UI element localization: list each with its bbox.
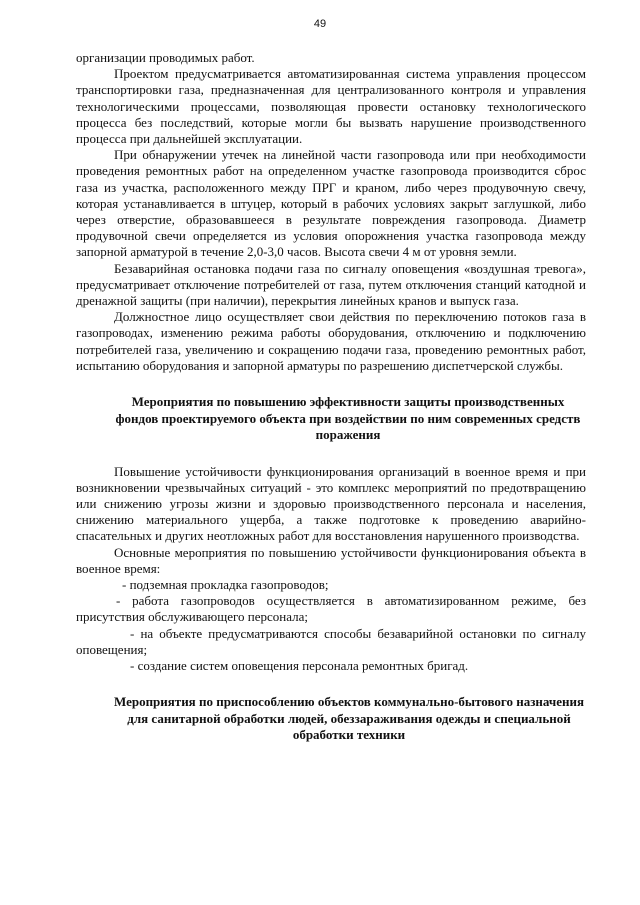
paragraph-stability: Повышение устойчивости функционирования организаций в военное время и при возникновении чрезвычайных ситуаций - это комплекс мероприятий по предотвращению или снижению угрозы жизни и здоровью производственного персонала и населения, снижению материального ущерба, а также подготовке к проведению аварийно-спасательных и других неотложных работ для восстановления нарушенного производства.: [76, 463, 586, 544]
paragraph-main-measures: Основные мероприятия по повышению устойчивости функционирования объекта в военное время:: [76, 544, 586, 576]
list-item: - на объекте предусматриваются способы безаварийной остановки по сигналу оповещения;: [76, 625, 586, 657]
paragraph-emergency-stop: Безаварийная остановка подачи газа по сигналу оповещения «воздушная тревога», предусматривает отключение потребителей от газа, путем отключения станций катодной и дренажной защиты (при наличии), перекрытия линейных кранов и выпуск газа.: [76, 260, 586, 309]
section-heading-sanitation: Мероприятия по приспособлению объектов коммунально-бытового назначения для санитарной обработки людей, обеззараживания одежды и специальной обработки техники: [113, 694, 585, 743]
paragraph-automation-system: Проектом предусматривается автоматизированная система управления процессом транспортировки газа, предназначенная для централизованного контроля и управления технологическими процессами, позволяющая провести остановку технологического процесса без последствий, которые могли бы вызвать нарушение производственного процесса при дальнейшей эксплуатации.: [76, 66, 586, 147]
paragraph-continuation: организации проводимых работ.: [76, 50, 255, 65]
paragraph-official-actions: Должностное лицо осуществляет свои действия по переключению потоков газа в газопроводах, изменению режима работы оборудования, отключению и подключению потребителей газа, увеличению и сокращению подачи газа, проведению ремонтных работ, испытанию оборудования и запорной арматуры по разрешению диспетчерской службы.: [76, 309, 586, 373]
list-item: - работа газопроводов осуществляется в автоматизированном режиме, без присутствия обслуживающего персонала;: [76, 593, 586, 625]
section-heading-protection: Мероприятия по повышению эффективности защиты производственных фондов проектируемого объекта при воздействии по ним современных средств поражения: [115, 394, 581, 443]
list-item: - подземная прокладка газопроводов;: [122, 576, 329, 592]
paragraph-gas-leak: При обнаружении утечек на линейной части газопровода или при необходимости проведения ремонтных работ на определенном участке газопровода производится сброс газа из участка, расположенного между ПРГ и краном, либо через продувочную свечу, которая устанавливается в штуцер, который в рабочих условиях закрыт заглушкой, либо через отверстие, образовавшееся в результате повреждения газопровода. Диаметр продувочной свечи определяется из условия опорожнения участка газопровода между запорной арматурой в течение 2,0-3,0 часов. Высота свечи 4 м от уровня земли.: [76, 147, 586, 260]
list-item: - создание систем оповещения персонала ремонтных бригад.: [130, 658, 469, 673]
document-body: [76, 50, 586, 744]
page-number: 49: [313, 18, 327, 30]
